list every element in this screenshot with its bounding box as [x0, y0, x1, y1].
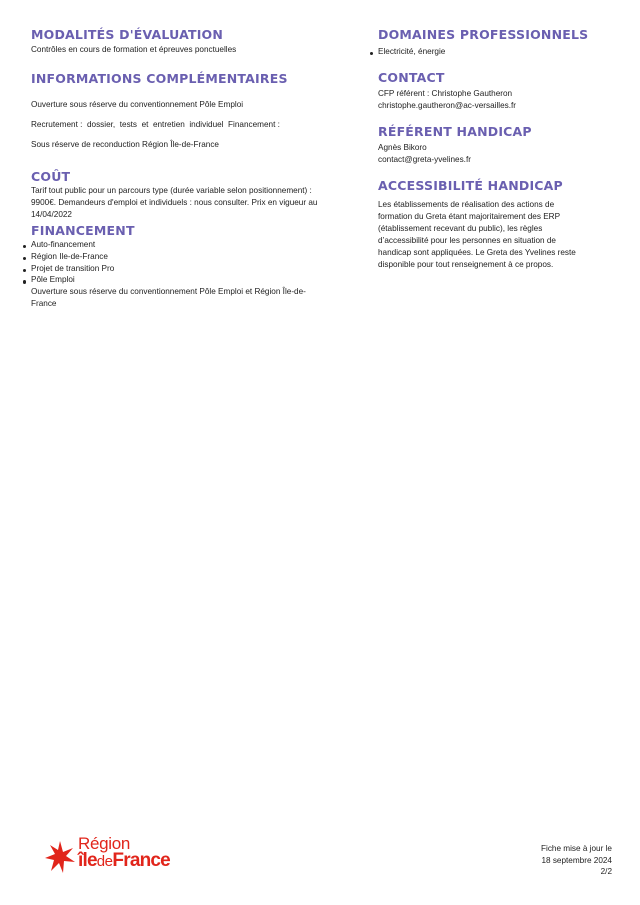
financement-item: Région Ile-de-France	[31, 251, 349, 263]
cout-line2: 9900€. Demandeurs d'emploi et individuels : nous consulter. Prix en vigueur au	[31, 198, 318, 207]
logo-line2: îledeFrance	[78, 850, 170, 871]
contact-line1: CFP référent : Christophe Gautheron	[378, 88, 513, 98]
accessibilite-text	[378, 199, 600, 271]
accessibilite-line: (établissement recevant du public), les règles	[378, 223, 543, 233]
domaines-heading: DOMAINES PROFESSIONNELS	[378, 27, 589, 42]
accessibilite-line: Les établissements de réalisation des actions de	[378, 199, 555, 209]
footer-update-info	[541, 843, 612, 878]
cout-line1: Tarif tout public pour un parcours type (durée variable selon positionnement) :	[31, 186, 312, 195]
accessibilite-line: disponible pour tout renseignement à ce propos.	[378, 259, 554, 269]
contact-heading: CONTACT	[378, 69, 445, 85]
right-column	[378, 26, 600, 271]
referent-name: Agnès Bikoro	[378, 142, 427, 152]
accessibilite-line: d’accessibilité pour les personnes en situation de	[378, 235, 556, 245]
infos-heading: INFORMATIONS COMPLÉMENTAIRES	[31, 71, 288, 86]
domaines-list	[378, 46, 600, 58]
infos-p2: Recrutement : dossier, tests et entretien individuel Financement :	[31, 120, 280, 129]
contact-email: christophe.gautheron@ac-versailles.fr	[378, 100, 517, 110]
financement-note-line1: Ouverture sous réserve du conventionnement Pôle Emploi et Région Île-de-	[31, 287, 306, 297]
financement-note-line2: France	[31, 298, 57, 308]
financement-item: Pôle Emploi	[31, 274, 349, 286]
cout-heading: COÛT	[31, 169, 71, 184]
updated-date: 18 septembre 2024	[541, 855, 612, 865]
infos-p1: Ouverture sous réserve du conventionnement Pôle Emploi	[31, 100, 244, 109]
referent-heading: RÉFÉRENT HANDICAP	[378, 123, 532, 139]
financement-list	[31, 239, 349, 310]
accessibilite-line: handicap sont appliquées. Le Greta des Yvelines reste	[378, 247, 576, 257]
financement-item: Auto-financement	[31, 239, 349, 251]
logo-line1: Région	[78, 834, 131, 853]
referent-email: contact@greta-yvelines.fr	[378, 154, 471, 164]
region-ile-de-france-logo	[44, 836, 204, 874]
domaine-item: Electricité, énergie	[378, 46, 600, 58]
cout-line3: 14/04/2022	[31, 210, 72, 219]
left-column	[31, 26, 349, 310]
accessibilite-heading: ACCESSIBILITÉ HANDICAP	[378, 177, 563, 193]
updated-label: Fiche mise à jour le	[541, 844, 612, 853]
financement-heading: FINANCEMENT	[31, 223, 135, 238]
financement-item: Projet de transition Pro	[31, 263, 349, 275]
accessibilite-line: formation du Greta étant majoritairement des ERP	[378, 211, 561, 221]
modalites-heading: MODALITÉS D'ÉVALUATION	[31, 27, 224, 42]
modalites-text: Contrôles en cours de formation et épreuves ponctuelles	[31, 45, 237, 54]
star-icon	[44, 840, 76, 874]
infos-p3: Sous réserve de reconduction Région Île-de-France	[31, 140, 219, 149]
page-number: 2/2	[600, 867, 612, 876]
